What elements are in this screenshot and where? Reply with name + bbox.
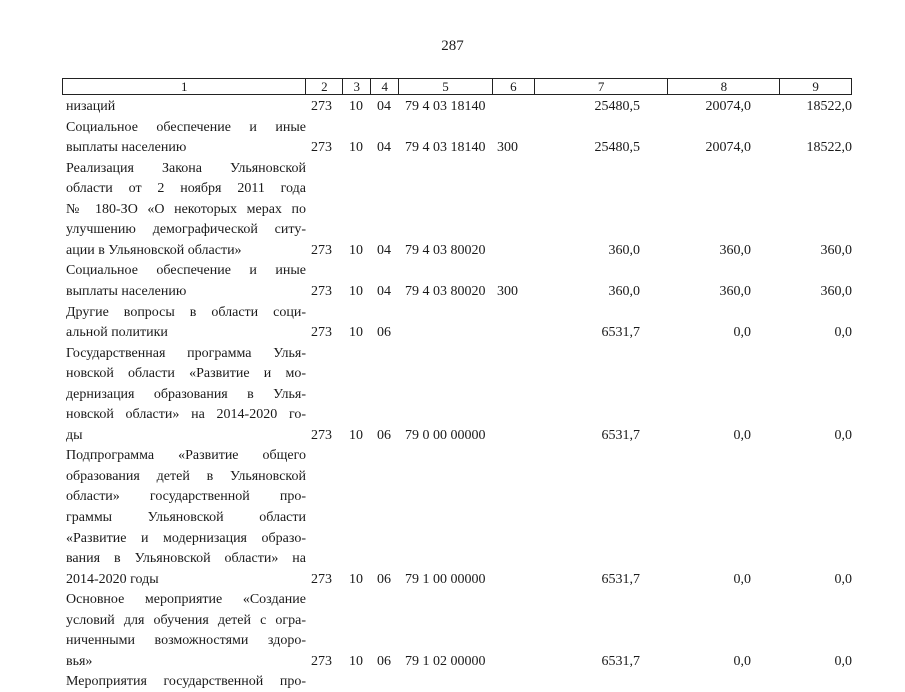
- cell-col-8: 20074,0: [705, 140, 751, 156]
- cell-col-2: 273: [311, 427, 332, 443]
- cell-col-4: 06: [377, 325, 391, 341]
- cell-col-9: 0,0: [834, 571, 852, 587]
- cell-col-4: 04: [377, 140, 391, 156]
- table-row: [62, 199, 852, 220]
- page-number: 287: [441, 38, 464, 54]
- table-row: [62, 343, 852, 364]
- cell-col-1: Реализация Закона Ульяновской: [66, 160, 306, 176]
- cell-col-8: 0,0: [733, 653, 751, 669]
- cell-col-7: 6531,7: [601, 325, 640, 341]
- cell-col-4: 06: [377, 653, 391, 669]
- table-row: [62, 651, 852, 672]
- cell-col-1: области от 2 ноября 2011 года: [66, 181, 306, 197]
- cell-col-1: выплаты населению: [66, 140, 187, 156]
- table-row: [62, 610, 852, 631]
- cell-col-4: 04: [377, 242, 391, 258]
- cell-col-7: 25480,5: [594, 140, 640, 156]
- cell-col-3: 10: [349, 571, 363, 587]
- cell-col-8: 20074,0: [705, 99, 751, 114]
- cell-col-3: 10: [349, 325, 363, 341]
- cell-col-1: Мероприятия государственной про-: [66, 674, 306, 690]
- cell-col-7: 360,0: [608, 284, 640, 299]
- cell-col-2: 273: [311, 653, 332, 669]
- cell-col-2: 273: [311, 242, 332, 258]
- cell-col-2: 273: [311, 140, 332, 156]
- cell-col-1: Государственная программа Улья-: [66, 345, 306, 361]
- cell-col-4: 06: [377, 571, 391, 587]
- header-col-6: 6: [493, 79, 535, 94]
- header-col-9: 9: [812, 79, 819, 94]
- cell-col-7: 6531,7: [601, 571, 640, 587]
- cell-col-1: «Развитие и модернизация образо-: [66, 530, 306, 546]
- cell-col-3: 10: [349, 427, 363, 443]
- cell-col-9: 360,0: [820, 284, 852, 299]
- table-row: [62, 117, 852, 138]
- cell-col-1: Основное мероприятие «Создание: [66, 592, 306, 608]
- cell-col-3: 10: [349, 653, 363, 669]
- table-row: [62, 302, 852, 323]
- table-row: [62, 507, 852, 528]
- cell-col-1: области» государственной про-: [66, 489, 306, 505]
- table-row: [62, 569, 852, 590]
- cell-col-1: дернизация образования в Улья-: [66, 386, 306, 402]
- cell-col-2: 273: [311, 325, 332, 341]
- header-col-3: 3: [343, 79, 371, 94]
- header-col-4: 4: [371, 79, 399, 94]
- cell-col-2: 273: [311, 99, 332, 114]
- cell-col-1: альной политики: [66, 325, 168, 341]
- table-row: [62, 445, 852, 466]
- cell-col-5: 79 1 02 00000: [405, 653, 486, 669]
- cell-col-1: образования детей в Ульяновской: [66, 468, 306, 484]
- table-row: [62, 466, 852, 487]
- cell-col-9: 18522,0: [806, 99, 852, 114]
- header-col-2: 2: [306, 79, 343, 94]
- cell-col-4: 04: [377, 99, 391, 114]
- cell-col-1: новской области «Развитие и мо-: [66, 366, 306, 382]
- cell-col-1: условий для обучения детей с огра-: [66, 612, 306, 628]
- cell-col-4: 04: [377, 284, 391, 299]
- cell-col-1: Социальное обеспечение и иные: [66, 119, 306, 135]
- cell-col-1: граммы Ульяновской области: [66, 510, 306, 525]
- cell-col-6: 300: [497, 284, 518, 299]
- cell-col-8: 0,0: [733, 325, 751, 341]
- cell-col-1: ниченными возможностями здоро-: [66, 633, 306, 649]
- cell-col-1: новской области» на 2014-2020 го-: [66, 407, 306, 423]
- cell-col-5: 79 4 03 18140: [405, 140, 486, 156]
- table-row: [62, 178, 852, 199]
- cell-col-5: 79 1 00 00000: [405, 571, 486, 587]
- cell-col-8: 360,0: [719, 284, 751, 299]
- cell-col-7: 360,0: [608, 242, 640, 258]
- table-row: [62, 96, 852, 117]
- cell-col-5: 79 4 03 80020: [405, 284, 486, 299]
- cell-col-6: 300: [497, 140, 518, 156]
- cell-col-1: ации в Ульяновской области»: [66, 242, 242, 258]
- cell-col-3: 10: [349, 140, 363, 156]
- cell-col-5: 79 4 03 18140: [405, 99, 486, 114]
- table-row: [62, 404, 852, 425]
- cell-col-1: низаций: [66, 99, 116, 114]
- table-row: [62, 322, 852, 343]
- cell-col-1: улучшению демографической ситу-: [66, 222, 306, 238]
- table-row: [62, 486, 852, 507]
- cell-col-1: вания в Ульяновской области» на: [66, 551, 306, 567]
- cell-col-1: вья»: [66, 653, 93, 669]
- table-row: [62, 240, 852, 261]
- cell-col-9: 0,0: [834, 427, 852, 443]
- cell-col-1: ды: [66, 427, 83, 443]
- cell-col-3: 10: [349, 99, 363, 114]
- cell-col-7: 6531,7: [601, 653, 640, 669]
- cell-col-3: 10: [349, 284, 363, 299]
- cell-col-1: Социальное обеспечение и иные: [66, 263, 306, 279]
- table-row: [62, 219, 852, 240]
- cell-col-9: 18522,0: [806, 140, 852, 156]
- cell-col-5: 79 0 00 00000: [405, 427, 486, 443]
- cell-col-1: Другие вопросы в области соци-: [66, 304, 306, 320]
- cell-col-8: 0,0: [733, 571, 751, 587]
- header-col-8: 8: [668, 79, 780, 94]
- header-col-5: 5: [399, 79, 493, 94]
- table-row: [62, 630, 852, 651]
- cell-col-9: 360,0: [820, 242, 852, 258]
- table-row: [62, 671, 852, 692]
- table-row: [62, 137, 852, 158]
- table-row: [62, 281, 852, 302]
- table-row: [62, 589, 852, 610]
- cell-col-1: выплаты населению: [66, 284, 187, 299]
- cell-col-4: 06: [377, 427, 391, 443]
- table-row: [62, 548, 852, 569]
- cell-col-3: 10: [349, 242, 363, 258]
- table-row: [62, 425, 852, 446]
- table-header: [62, 78, 852, 95]
- cell-col-8: 0,0: [733, 427, 751, 443]
- table-row: [62, 260, 852, 281]
- table-row: [62, 158, 852, 179]
- table-row: [62, 384, 852, 405]
- cell-col-5: 79 4 03 80020: [405, 242, 486, 258]
- cell-col-9: 0,0: [834, 653, 852, 669]
- table-row: [62, 363, 852, 384]
- cell-col-2: 273: [311, 571, 332, 587]
- cell-col-7: 25480,5: [594, 99, 640, 114]
- cell-col-7: 6531,7: [601, 427, 640, 443]
- header-col-1: 1: [63, 79, 306, 94]
- cell-col-2: 273: [311, 284, 332, 299]
- header-col-7: 7: [535, 79, 669, 94]
- cell-col-1: 2014-2020 годы: [66, 571, 159, 587]
- table-row: [62, 528, 852, 549]
- cell-col-1: № 180-ЗО «О некоторых мерах по: [66, 201, 306, 217]
- cell-col-9: 0,0: [834, 325, 852, 341]
- cell-col-1: Подпрограмма «Развитие общего: [66, 448, 306, 464]
- cell-col-8: 360,0: [719, 242, 751, 258]
